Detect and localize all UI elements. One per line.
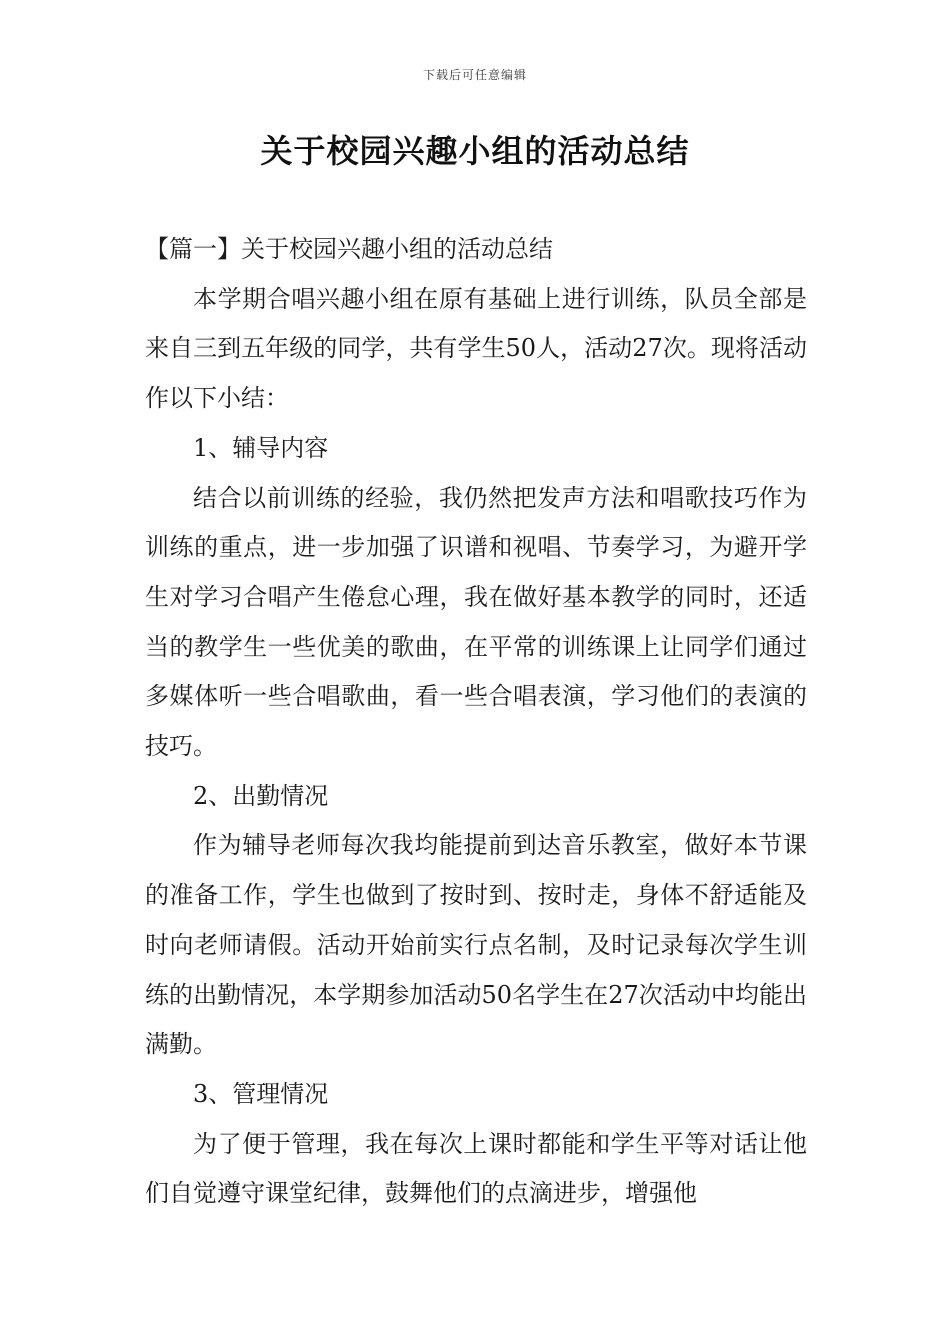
subheading-management: 3、管理情况 [193,1079,329,1108]
section-heading: 【篇一】关于校园兴趣小组的活动总结 [145,235,553,263]
paragraph-management: 为了便于管理，我在每次上课时都能和学生平等对话让他们自觉遵守课堂纪律，鼓舞他们的点滴进步，增强他 [145,1129,807,1208]
paragraph-intro: 本学期合唱兴趣小组在原有基础上进行训练，队员全部是来自三到五年级的同学，共有学生50人，活动27次。现将活动作以下小结： [145,284,807,413]
subheading-attendance: 2、出勤情况 [193,781,329,810]
subheading-guidance-content: 1、辅导内容 [193,433,329,462]
paragraph-guidance-content: 结合以前训练的经验，我仍然把发声方法和唱歌技巧作为训练的重点，进一步加强了识谱和视唱、节奏学习，为避开学生对学习合唱产生倦怠心理，我在做好基本教学的同时，还适当的教学生一些优美的歌曲，在平常的训练课上让同学们通过多媒体听一些合唱歌曲，看一些合唱表演，学习他们的表演的技巧。 [145,483,807,761]
document-title: 关于校园兴趣小组的活动总结 [260,132,690,170]
paragraph-attendance: 作为辅导老师每次我均能提前到达音乐教室，做好本节课的准备工作，学生也做到了按时到、按时走，身体不舒适能及时向老师请假。活动开始前实行点名制，及时记录每次学生训练的出勤情况，本学期参加活动50名学生在27次活动中均能出满勤。 [145,831,807,1059]
document-body [145,225,807,1219]
header-note: 下载后可任意编辑 [422,68,527,82]
